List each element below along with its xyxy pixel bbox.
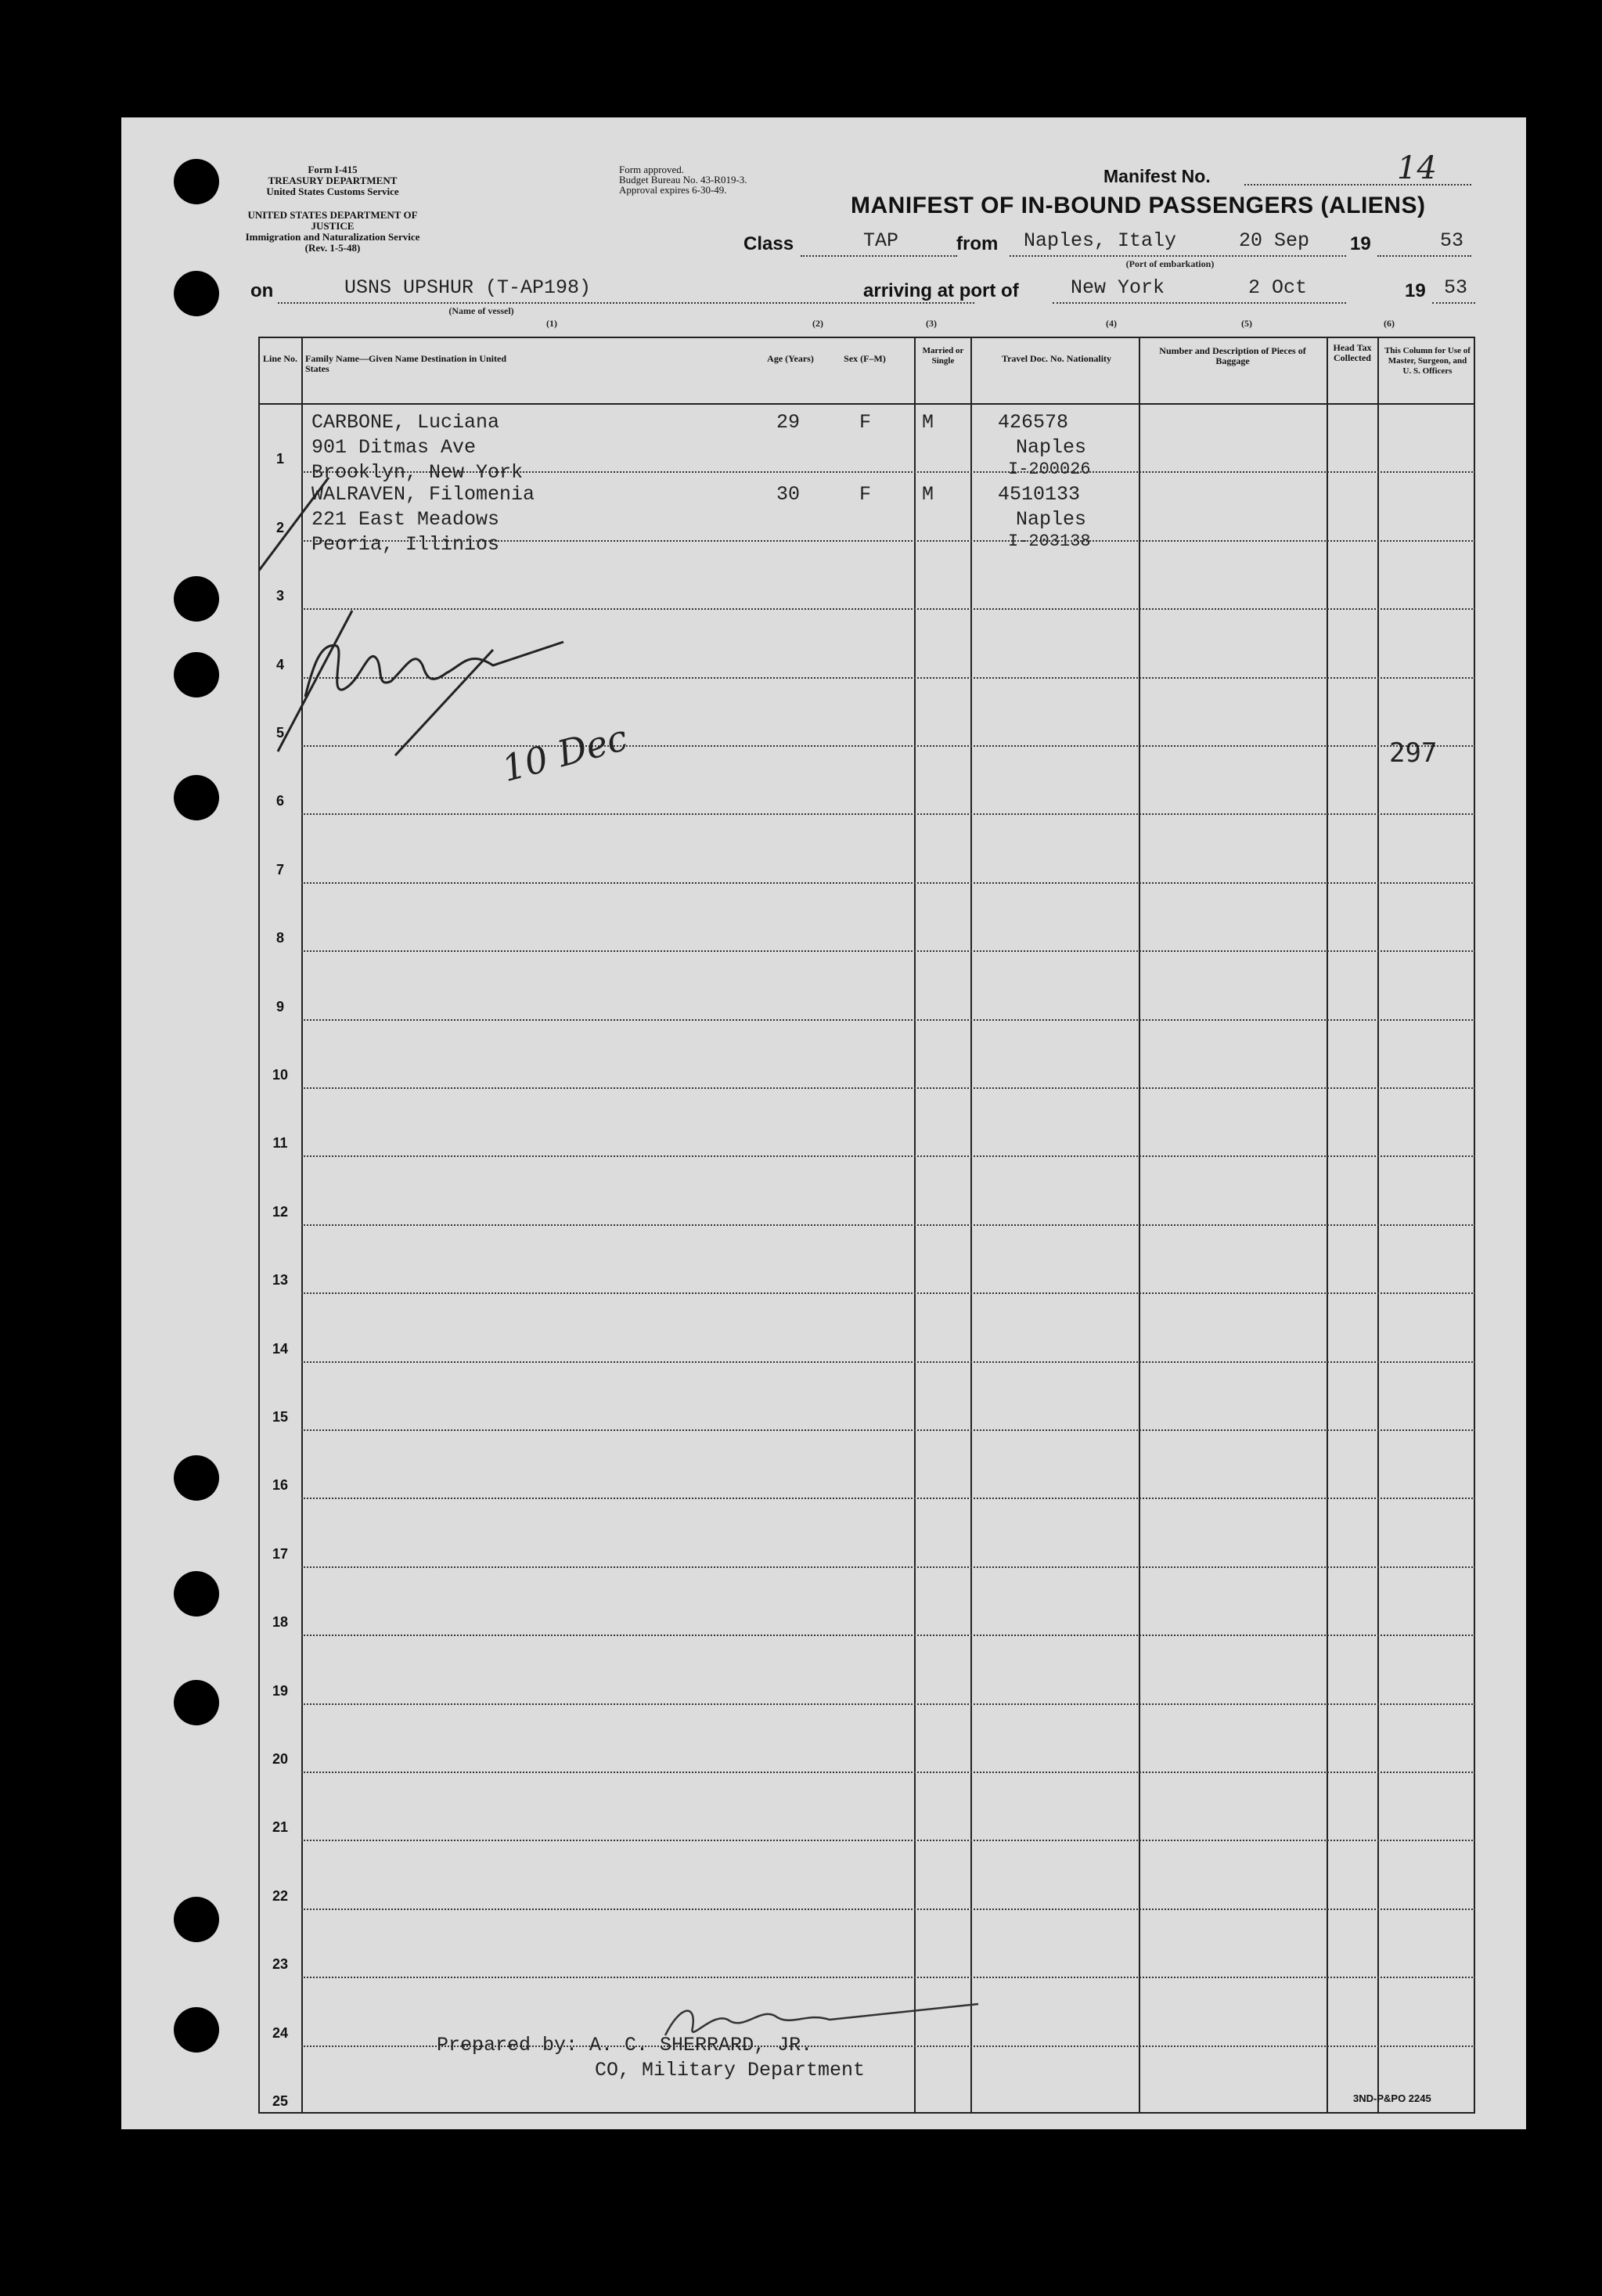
col-num-3: (3) — [926, 318, 937, 329]
revision-label: (Rev. 1-5-48) — [304, 242, 361, 254]
approval-block — [619, 164, 823, 195]
p2-doc: 4510133 — [998, 483, 1081, 506]
line-number: 5 — [275, 725, 284, 741]
ins-label: Immigration and Naturalization Service — [245, 231, 420, 243]
p2-sex: F — [859, 483, 872, 506]
line-number: 10 — [272, 1067, 289, 1083]
line-number: 12 — [272, 1203, 289, 1220]
row-divider — [301, 1224, 1475, 1226]
binder-hole — [174, 1897, 219, 1942]
form-agency-block — [239, 164, 427, 197]
class-label: Class — [743, 233, 794, 254]
col-sex: Sex (F–M) — [844, 353, 886, 364]
row-divider — [301, 1703, 1475, 1705]
row-divider — [301, 950, 1475, 952]
col-num-1: (1) — [546, 318, 557, 329]
line-number: 23 — [272, 1956, 289, 1973]
class-value: TAP — [863, 229, 899, 252]
vessel-underline — [278, 302, 974, 304]
line-number: 13 — [272, 1272, 289, 1289]
col-married: Married or Single — [922, 346, 964, 366]
year-value-2: 53 — [1444, 276, 1468, 299]
manifest-no-label: Manifest No. — [1103, 166, 1211, 186]
line-number: 9 — [275, 998, 284, 1015]
line-number: 4 — [275, 656, 284, 672]
line-number: 7 — [275, 861, 284, 878]
col-num-6: (6) — [1384, 318, 1395, 329]
row-divider — [301, 1840, 1475, 1841]
row-divider — [301, 1498, 1475, 1499]
year-value-1: 53 — [1440, 229, 1464, 252]
p1-name: CARBONE, Luciana — [311, 411, 500, 434]
class-underline — [801, 255, 957, 257]
on-label: on — [250, 280, 274, 301]
arrival-date: 2 Oct — [1248, 276, 1308, 299]
col-num-4: (4) — [1106, 318, 1117, 329]
handwritten-note: 10 Dec — [497, 715, 632, 791]
from-label: from — [956, 233, 999, 254]
p1-age: 29 — [776, 411, 801, 434]
form-number: Form I-415 — [308, 164, 358, 175]
page-title: MANIFEST OF IN-BOUND PASSENGERS (ALIENS) — [851, 193, 1426, 218]
prepared-by: Prepared by: A. C. SHERRARD, JR. — [437, 2034, 813, 2056]
check-mark-1 — [258, 478, 329, 618]
passenger-table — [258, 337, 1475, 2114]
line-number: 16 — [272, 1477, 289, 1494]
binder-hole — [174, 271, 219, 316]
year-prefix-1: 19 — [1350, 233, 1371, 254]
p2-ref: I-203138 — [1008, 532, 1091, 551]
line-number: 14 — [272, 1340, 289, 1357]
p1-nationality: Naples — [1016, 436, 1087, 459]
line-number: 22 — [272, 1887, 289, 1904]
line-number: 24 — [272, 2024, 289, 2041]
binder-hole — [174, 159, 219, 204]
line-number: 17 — [272, 1545, 289, 1562]
line-number: 3 — [275, 588, 284, 604]
col-head-tax: Head Tax Collected — [1333, 342, 1372, 363]
initials-scrawl — [665, 2004, 978, 2035]
p1-sex: F — [859, 411, 872, 434]
p2-name: WALRAVEN, Filomenia — [311, 483, 535, 506]
approval-line-3: Approval expires 6-30-49. — [619, 184, 727, 196]
line-number: 19 — [272, 1682, 289, 1699]
row-divider — [301, 1361, 1475, 1363]
binder-hole — [174, 1455, 219, 1501]
p1-ref: I-200026 — [1008, 460, 1091, 479]
col-travel-doc: Travel Doc. No. Nationality — [1001, 353, 1112, 364]
line-number: 21 — [272, 1819, 289, 1836]
arriving-label: arriving at port of — [863, 280, 1019, 301]
line-number: 25 — [272, 2093, 289, 2109]
col-officers: This Column for Use of Master, Surgeon, and U. S. Officers — [1384, 346, 1471, 376]
col-num-2: (2) — [812, 318, 823, 329]
p2-address: 221 East Meadows — [311, 508, 500, 531]
binder-hole — [174, 1680, 219, 1725]
row-divider — [301, 1566, 1475, 1568]
row-divider — [301, 813, 1475, 815]
row-divider — [301, 1155, 1475, 1157]
line-number: 2 — [275, 519, 284, 535]
binder-hole — [174, 652, 219, 697]
embarkation-caption: (Port of embarkation) — [1125, 258, 1215, 269]
signature-stroke — [395, 650, 493, 755]
p1-city: Brooklyn, New York — [311, 461, 524, 484]
handwritten-marks — [258, 337, 1475, 806]
p1-doc: 426578 — [998, 411, 1069, 434]
justice-label: UNITED STATES DEPARTMENT OF JUSTICE — [247, 209, 418, 232]
binder-hole — [174, 2007, 219, 2053]
col-baggage: Number and Description of Pieces of Baggage — [1159, 345, 1306, 366]
row-divider — [301, 1087, 1475, 1089]
handwritten-initials — [650, 1996, 994, 2051]
row-divider — [301, 1019, 1475, 1021]
line-number: 20 — [272, 1751, 289, 1767]
col-name: Family Name—Given Name Destination in United States — [305, 353, 506, 374]
manifest-no-underline — [1244, 184, 1471, 186]
prepared-department: CO, Military Department — [595, 2059, 866, 2082]
binder-hole — [174, 1571, 219, 1617]
year-underline-1 — [1377, 255, 1471, 257]
row-divider — [301, 1909, 1475, 1910]
binder-hole — [174, 576, 219, 622]
vessel-name: USNS UPSHUR (T-AP198) — [344, 276, 592, 299]
approval-line-2: Budget Bureau No. 43-R019-3. — [619, 174, 747, 186]
p2-age: 30 — [776, 483, 801, 506]
signature-scrawl — [305, 642, 563, 697]
row-divider — [301, 1635, 1475, 1636]
line-number: 6 — [275, 793, 284, 809]
arrival-port: New York — [1071, 276, 1165, 299]
row-divider — [301, 1977, 1475, 1978]
embarkation-date: 20 Sep — [1239, 229, 1310, 252]
manifest-page — [121, 117, 1526, 2129]
p1-address: 901 Ditmas Ave — [311, 436, 477, 459]
check-mark-2 — [278, 611, 352, 752]
line-number: 18 — [272, 1614, 289, 1631]
year-underline-2 — [1432, 302, 1475, 304]
print-code: 3ND-P&PO 2245 — [1353, 2092, 1431, 2104]
col-line-no: Line No. — [262, 353, 297, 364]
p1-marital: M — [922, 411, 934, 434]
arrival-underline — [1053, 302, 1346, 304]
line-number: 15 — [272, 1409, 289, 1425]
from-underline — [1010, 255, 1346, 257]
p2-city: Peoria, Illinios — [311, 533, 500, 556]
col-num-5: (5) — [1241, 318, 1252, 329]
customs-label: United States Customs Service — [266, 186, 399, 197]
manifest-no-value: 14 — [1397, 150, 1437, 186]
col-age: Age (Years) — [767, 353, 814, 364]
line-number: 11 — [272, 1135, 288, 1152]
year-prefix-2: 19 — [1405, 280, 1426, 301]
row-divider — [301, 882, 1475, 884]
p2-marital: M — [922, 483, 934, 506]
embarkation-port: Naples, Italy — [1024, 229, 1177, 252]
line-number: 1 — [275, 451, 284, 467]
treasury-label: TREASURY DEPARTMENT — [268, 175, 398, 186]
line-number: 8 — [275, 930, 284, 946]
binder-hole — [174, 775, 219, 820]
officer-note: 297 — [1389, 737, 1438, 769]
justice-block — [239, 210, 427, 254]
row-divider — [301, 1429, 1475, 1431]
row-divider — [301, 1772, 1475, 1773]
row-divider — [301, 1292, 1475, 1294]
p2-nationality: Naples — [1016, 508, 1087, 531]
approval-line-1: Form approved. — [619, 164, 685, 175]
vessel-caption: (Name of vessel) — [448, 305, 514, 316]
